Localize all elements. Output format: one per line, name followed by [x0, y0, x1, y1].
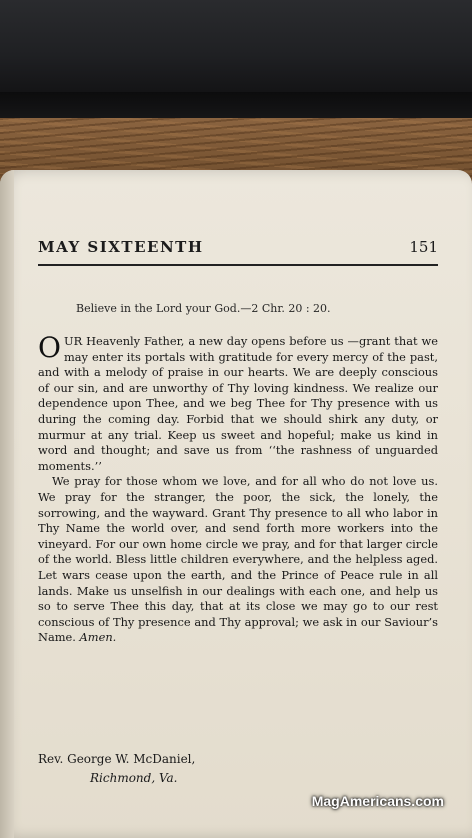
page-title: MAY SIXTEENTH: [38, 238, 204, 256]
header-rule: [38, 264, 438, 266]
book-cover-band: [0, 92, 472, 118]
page-edge: [0, 170, 14, 838]
book-cover: [0, 0, 472, 92]
prayer-paragraph-1: [38, 331, 438, 474]
amen: Amen.: [79, 630, 117, 645]
watermark: MagAmericans.com: [311, 793, 444, 809]
signature-name: Rev. George W. McDaniel,: [38, 752, 196, 766]
drop-cap: O: [38, 331, 61, 364]
page-header: [38, 238, 438, 262]
prayer-paragraph-1-text: UR Heavenly Father, a new day opens before us —grant that we may enter its portals with gratitude for every mercy of the past, and with a melody of praise in our hearts. We are deeply conscious of our sin, and are unworthy of Thy loving kindness. We realize our dependence upon Thee, and we beg Thee for Thy presence with us during the coming day. Forbid that we should shirk any duty, or murmur at any trial. Keep us sweet and hopeful; make us kind in word and thought; and save us from ‘‘the rashness of unguarded moments.’’: [38, 334, 438, 473]
page-number: 151: [409, 238, 438, 256]
prayer-paragraph-2-text: We pray for those whom we love, and for all who do not love us. We pray for the stranger, the poor, the sick, the lonely, the sorrowing, and the wayward. Grant Thy presence to all who labor in Thy Name the world over, and send forth more workers into the vineyard. For our own home circle we pray, and for that larger circle of the world. Bless little children everywhere, and the helpless aged. Let wars cease upon the earth, and the Prince of Peace rule in all lands. Make us unselfish in our dealings with each one, and help us so to serve Thee this day, that at its close we may go to our rest conscious of Thy presence and Thy approval; we ask in our Saviour’s Name.: [38, 474, 438, 645]
scripture-verse: Believe in the Lord your God.—2 Chr. 20 : 20.: [76, 302, 331, 315]
prayer-paragraph-2: [38, 474, 438, 646]
signature-place: Richmond, Va.: [90, 771, 178, 785]
prayer-text: [38, 331, 438, 646]
